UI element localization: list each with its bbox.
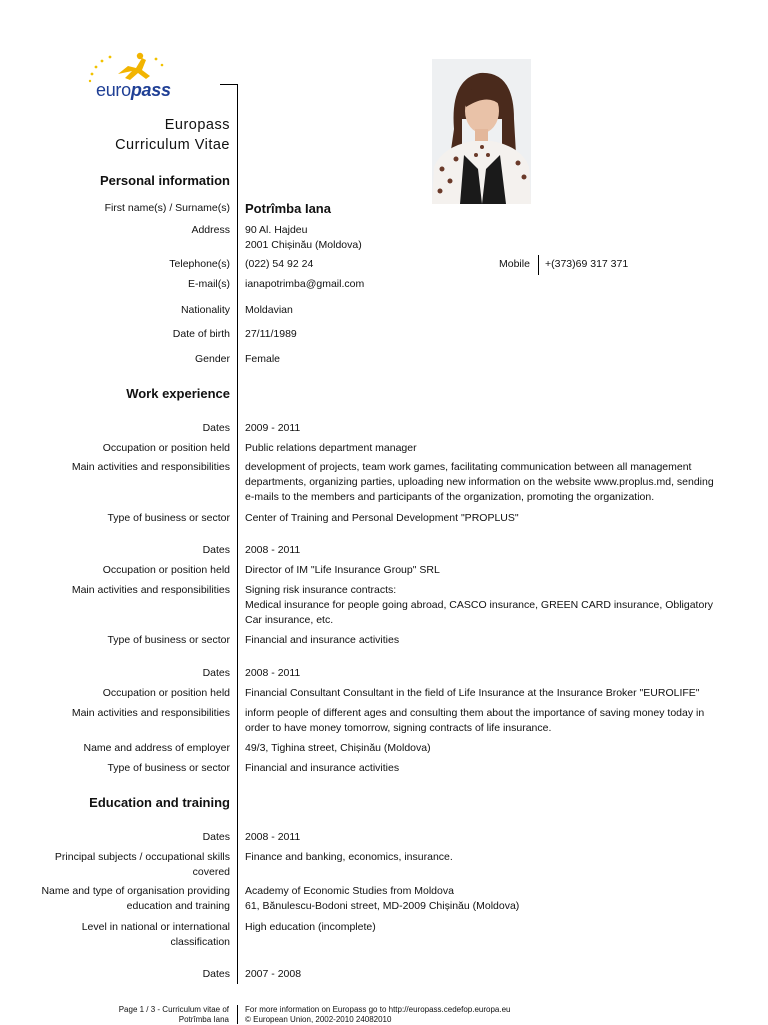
edu1-dates: 2008 - 2011 [245,831,301,843]
nationality-value: Moldavian [245,304,293,316]
level-label: Level in national or international classification [81,921,230,948]
section-work-experience: Work experience [126,386,230,401]
name-label: First name(s) / Surname(s) [104,202,230,214]
job3-employer: 49/3, Tighina street, Chișinău (Moldova) [245,742,431,754]
footer-left [29,1005,229,1025]
footer-divider [237,1005,238,1024]
job2-activities-line1: Signing risk insurance contracts: [245,584,397,596]
edu1-level: High education (incomplete) [245,921,376,933]
footer-info-link[interactable]: For more information on Europass go to http://europass.cedefop.europa.eu [245,1005,511,1014]
occupation-label: Occupation or position held [102,564,230,576]
activities-label: Main activities and responsibilities [71,461,230,473]
footer-right [245,1005,511,1025]
telephone-value: (022) 54 92 24 [245,258,314,270]
job3-occupation: Financial Consultant Consultant in the field of Life Insurance at the Insurance Broker "EUROLIFE" [245,687,700,699]
dates-label: Dates [202,667,230,679]
telephone-label: Telephone(s) [169,258,230,270]
dob-value: 27/11/1989 [245,328,297,340]
dates-label: Dates [202,544,230,556]
job1-activities: development of projects, team work games, facilitating communication between all management departments, organizing parties, uploading new information on the website www.proplus.md, sending e-mails to the members and participants of the organization, promoting the organization. [245,461,714,503]
dates-label: Dates [202,422,230,434]
mobile-value: +(373)69 317 371 [545,258,629,270]
dob-label: Date of birth [172,328,230,340]
edu1-subjects: Finance and banking, economics, insurance. [245,851,453,863]
job2-business: Financial and insurance activities [245,634,400,646]
gender-label: Gender [194,353,230,365]
portrait-image [432,59,531,204]
email-value[interactable]: ianapotrimba@gmail.com [245,278,365,290]
address-label: Address [191,224,230,236]
column-divider [237,84,238,984]
employer-label: Name and address of employer [83,742,230,754]
logo-text-pass: pass [130,80,171,100]
logo-text-euro: euro [96,80,131,100]
section-personal-information: Personal information [99,173,230,188]
edu2-dates: 2007 - 2008 [245,968,302,980]
title-line2: Curriculum Vitae [115,137,230,153]
address-line1: 90 Al. Hajdeu [245,224,308,236]
mobile-divider [538,255,539,275]
gender-value: Female [245,353,281,365]
job3-dates: 2008 - 2011 [245,667,301,679]
footer-name: Potrîmba Iana [178,1015,229,1024]
section-education-training: Education and training [89,795,230,810]
title-line1: Europass [164,117,230,133]
subjects-label: Principal subjects / occupational skills covered [54,851,230,878]
profile-photo [432,59,531,204]
job1-business: Center of Training and Personal Development "PROPLUS" [245,512,519,524]
address-line2: 2001 Chișinău (Moldova) [245,239,362,251]
edu-dates-label: Dates [202,831,230,843]
job2-activities [245,583,725,628]
edu1-org [245,884,725,914]
full-name: Potrîmba Iana [245,201,331,216]
job2-dates: 2008 - 2011 [245,544,301,556]
email-label: E-mail(s) [188,278,230,290]
nationality-label: Nationality [180,304,230,316]
activities-label: Main activities and responsibilities [71,584,230,596]
mobile-label: Mobile [499,258,530,270]
business-label: Type of business or sector [107,762,230,774]
org-label: Name and type of organisation providing education and training [41,885,230,912]
divider-top [220,84,238,85]
activities-label: Main activities and responsibilities [71,707,230,719]
job3-activities: inform people of different ages and consulting them about the importance of saving money today in order to have money tomorrow, signing contracts of life insurance. [245,707,705,734]
business-label: Type of business or sector [107,512,230,524]
job3-business: Financial and insurance activities [245,762,400,774]
job1-occupation: Public relations department manager [245,442,417,454]
job2-activities-line2: Medical insurance for people going abroad, CASCO insurance, GREEN CARD insurance, Obligatory Car insurance, etc. [245,599,714,626]
edu1-org-line2: 61, Bănulescu-Bodoni street, MD-2009 Chișinău (Moldova) [245,900,520,912]
occupation-label: Occupation or position held [102,687,230,699]
europass-logo [84,52,184,108]
job2-occupation: Director of IM "Life Insurance Group" SRL [245,564,440,576]
footer-copyright: © European Union, 2002-2010 24082010 [245,1015,392,1024]
document-title [115,115,230,155]
footer-page-info: Page 1 / 3 - Curriculum vitae of [118,1005,229,1014]
edu1-org-line1: Academy of Economic Studies from Moldova [245,885,454,897]
job1-dates: 2009 - 2011 [245,422,301,434]
occupation-label: Occupation or position held [102,442,230,454]
edu-dates-label: Dates [202,968,230,980]
address-value [245,223,725,253]
business-label: Type of business or sector [107,634,230,646]
